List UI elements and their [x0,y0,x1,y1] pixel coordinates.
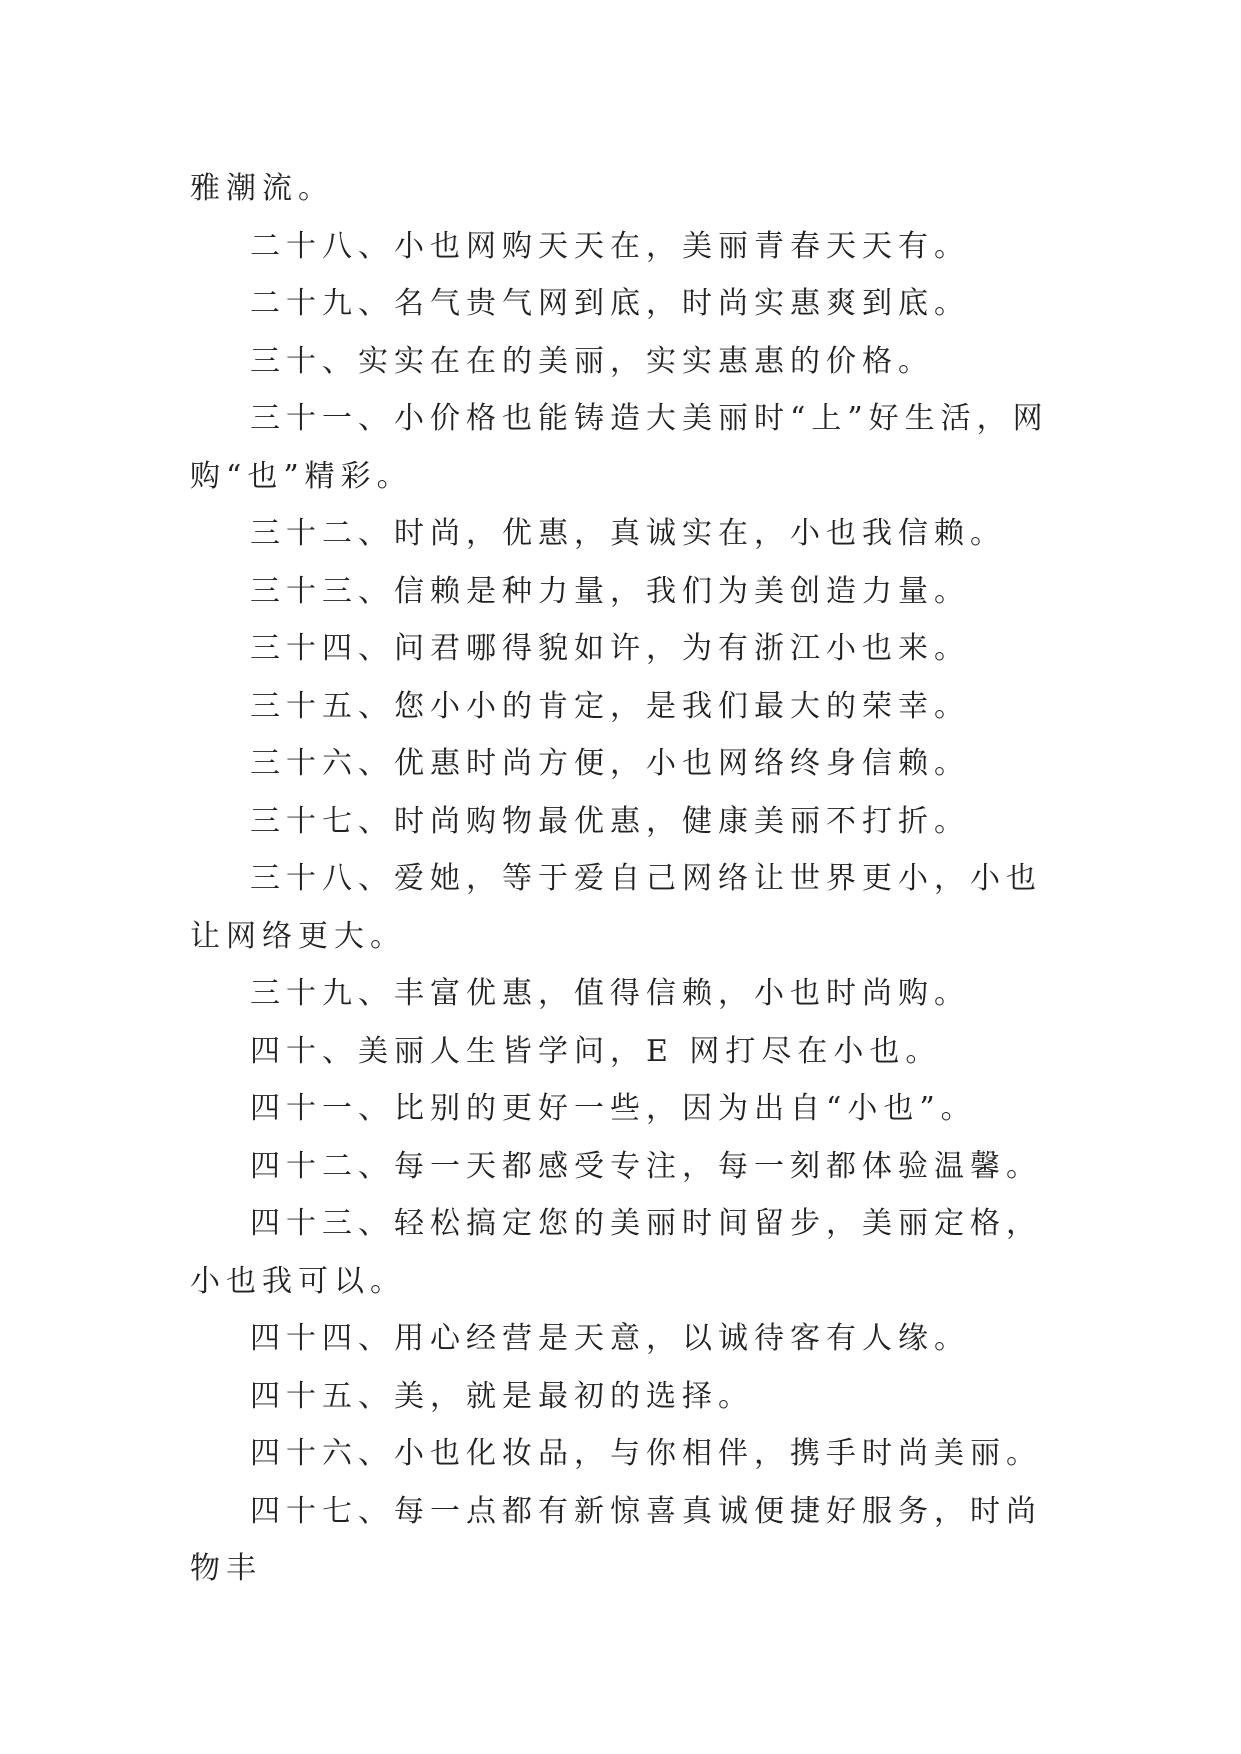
paragraph: 四十、美丽人生皆学问，E 网打尽在小也。 [250,1033,942,1069]
paragraph: 四十六、小也化妆品，与你相伴，携手时尚美丽。 [250,1436,1042,1471]
paragraph: 四十四、用心经营是天意，以诚待客有人缘。 [250,1321,970,1356]
paragraph: 三十六、优惠时尚方便，小也网络终身信赖。 [250,746,970,781]
paragraph: 二十九、名气贵气网到底，时尚实惠爽到底。 [250,286,970,321]
paragraph: 四十一、比别的更好一些，因为出自“小也”。 [250,1091,977,1126]
paragraph: 二十八、小也网购天天在，美丽青春天天有。 [250,228,970,264]
paragraph: 三十、实实在在的美丽，实实惠惠的价格。 [250,343,934,379]
paragraph: 三十七、时尚购物最优惠，健康美丽不打折。 [250,803,970,839]
paragraph: 三十八、爱她，等于爱自己网络让世界更小，小也让网络更大。 [190,861,1042,954]
paragraph: 四十三、轻松搞定您的美丽时间留步，美丽定格，小也我可以。 [190,1206,1042,1299]
paragraph: 三十二、时尚，优惠，真诚实在，小也我信赖。 [250,516,1006,551]
paragraph: 三十九、丰富优惠，值得信赖，小也时尚购。 [250,976,970,1011]
paragraph: 四十五、美，就是最初的选择。 [250,1378,754,1414]
paragraph: 三十四、问君哪得貌如许，为有浙江小也来。 [250,631,970,666]
paragraph: 三十三、信赖是种力量，我们为美创造力量。 [250,573,970,609]
paragraph: 四十七、每一点都有新惊喜真诚便捷好服务，时尚物丰 [190,1493,1042,1586]
paragraph: 三十五、您小小的肯定，是我们最大的荣幸。 [250,688,970,724]
paragraph: 四十二、每一天都感受专注，每一刻都体验温馨。 [250,1148,1042,1184]
paragraph: 三十一、小价格也能铸造大美丽时“上”好生活，网购“也”精彩。 [190,401,1049,494]
paragraph: 雅潮流。 [190,171,334,206]
document-body [190,160,1060,1598]
